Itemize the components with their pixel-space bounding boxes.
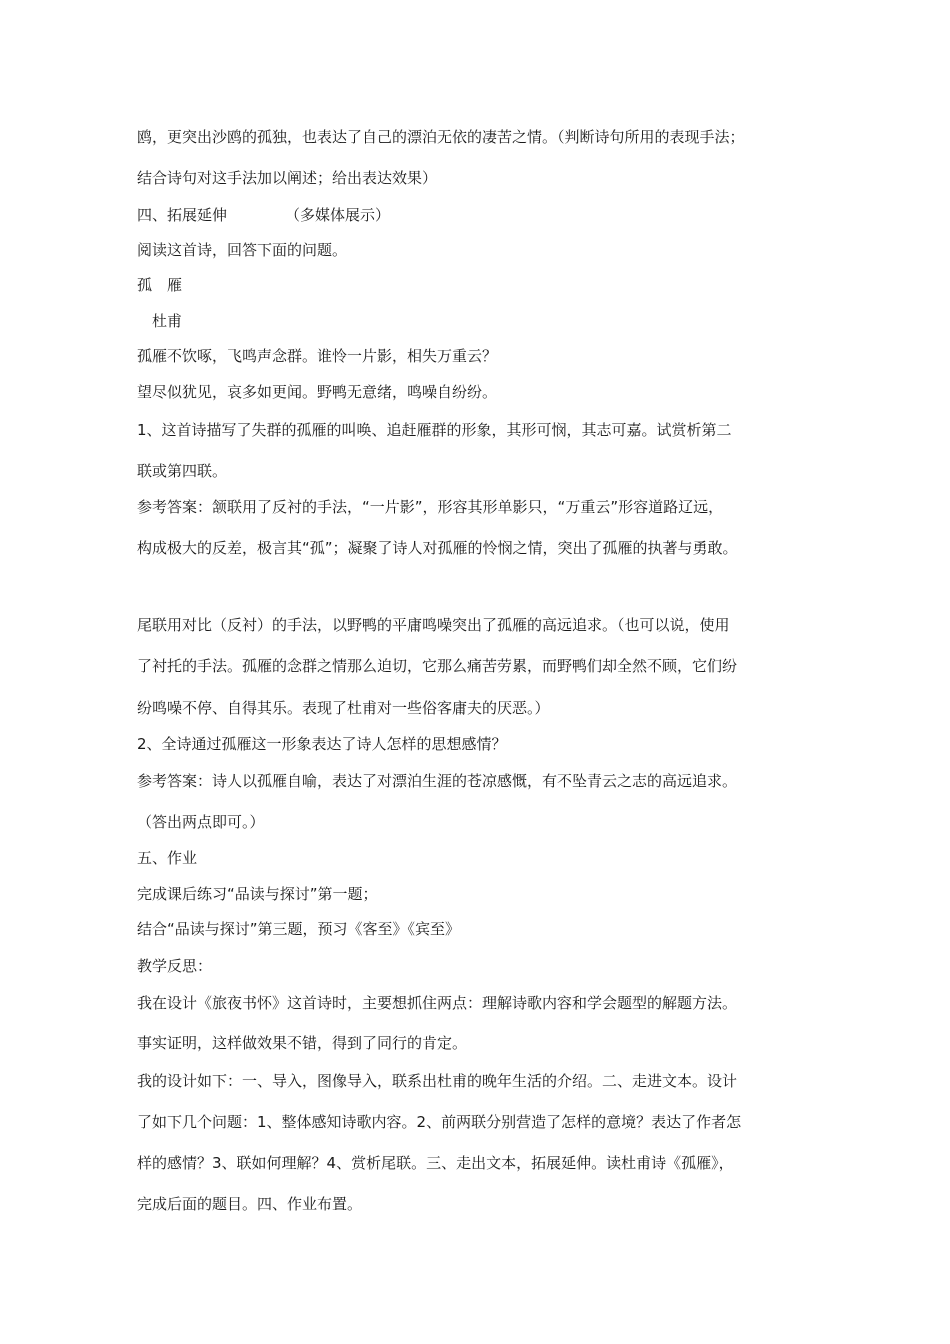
reflection-line: 我的设计如下：一、导入，图像导入，联系出杜甫的晚年生活的介绍。二、走进文本。设计: [137, 1072, 738, 1090]
poem-line: 望尽似犹见，哀多如更闻。野鸭无意绪，鸣噪自纷纷。: [137, 383, 498, 401]
reflection-line: 样的感情？3、联如何理解？4、赏析尾联。三、走出文本，拓展延伸。读杜甫诗《孤雁》，: [137, 1154, 734, 1172]
poem-title: 孤 雁: [137, 276, 183, 294]
answer-line: 纷鸣噪不停、自得其乐。表现了杜甫对一些俗客庸夫的厌恶。）: [137, 699, 550, 717]
paragraph-line: 完成课后练习“品读与探讨”第一题；: [137, 885, 378, 903]
reflection-line: 了如下几个问题：1、整体感知诗歌内容。2、前两联分别营造了怎样的意境？表达了作者怎: [137, 1113, 742, 1131]
section-heading-extension: [137, 205, 390, 225]
paragraph-line: 阅读这首诗，回答下面的问题。: [137, 241, 348, 259]
question-line: 联或第四联。: [137, 462, 228, 480]
section-heading: 五、作业: [137, 849, 198, 867]
section-heading-note: （多媒体展示）: [285, 206, 391, 224]
poem-line: 孤雁不饮啄，飞鸣声念群。谁怜一片影，相失万重云？: [137, 347, 498, 365]
paragraph-line: 鸥，更突出沙鸥的孤独，也表达了自己的漂泊无依的凄苦之情。（判断诗句所用的表现手法；: [137, 128, 745, 146]
reflection-line: 完成后面的题目。四、作业布置。: [137, 1195, 363, 1213]
answer-line: 参考答案：诗人以孤雁自喻，表达了对漂泊生涯的苍凉感慨，有不坠青云之志的高远追求。: [137, 772, 738, 790]
paragraph-line: 结合“品读与探讨”第三题，预习《客至》《宾至》: [137, 920, 461, 938]
answer-line: 构成极大的反差，极言其“孤”；凝聚了诗人对孤雁的怜悯之情，突出了孤雁的执著与勇敢。: [137, 539, 738, 557]
paragraph-line: 结合诗句对这手法加以阐述；给出表达效果）: [137, 169, 438, 187]
answer-line: （答出两点即可。）: [137, 813, 265, 831]
answer-line: 了衬托的手法。孤雁的念群之情那么迫切，它那么痛苦劳累，而野鸭们却全然不顾，它们纷: [137, 657, 738, 675]
reflection-line: 我在设计《旅夜书怀》这首诗时，主要想抓住两点：理解诗歌内容和学会题型的解题方法。: [137, 994, 738, 1012]
answer-line: 尾联用对比（反衬）的手法，以野鸭的平庸鸣噪突出了孤雁的高远追求。（也可以说，使用: [137, 616, 730, 634]
answer-line: 参考答案：颔联用了反衬的手法，“一片影”，形容其形单影只，“万重云”形容道路辽远，: [137, 498, 724, 516]
question-line: 2、全诗通过孤雁这一形象表达了诗人怎样的思想感情？: [137, 735, 507, 753]
poem-author: 杜甫: [137, 312, 183, 330]
section-heading: 教学反思：: [137, 957, 213, 975]
question-line: 1、这首诗描写了失群的孤雁的叫唤、追赶雁群的形象，其形可悯，其志可嘉。试赏析第二: [137, 421, 732, 439]
section-heading-text: 四、拓展延伸: [137, 206, 228, 224]
reflection-line: 事实证明，这样做效果不错，得到了同行的肯定。: [137, 1034, 468, 1052]
